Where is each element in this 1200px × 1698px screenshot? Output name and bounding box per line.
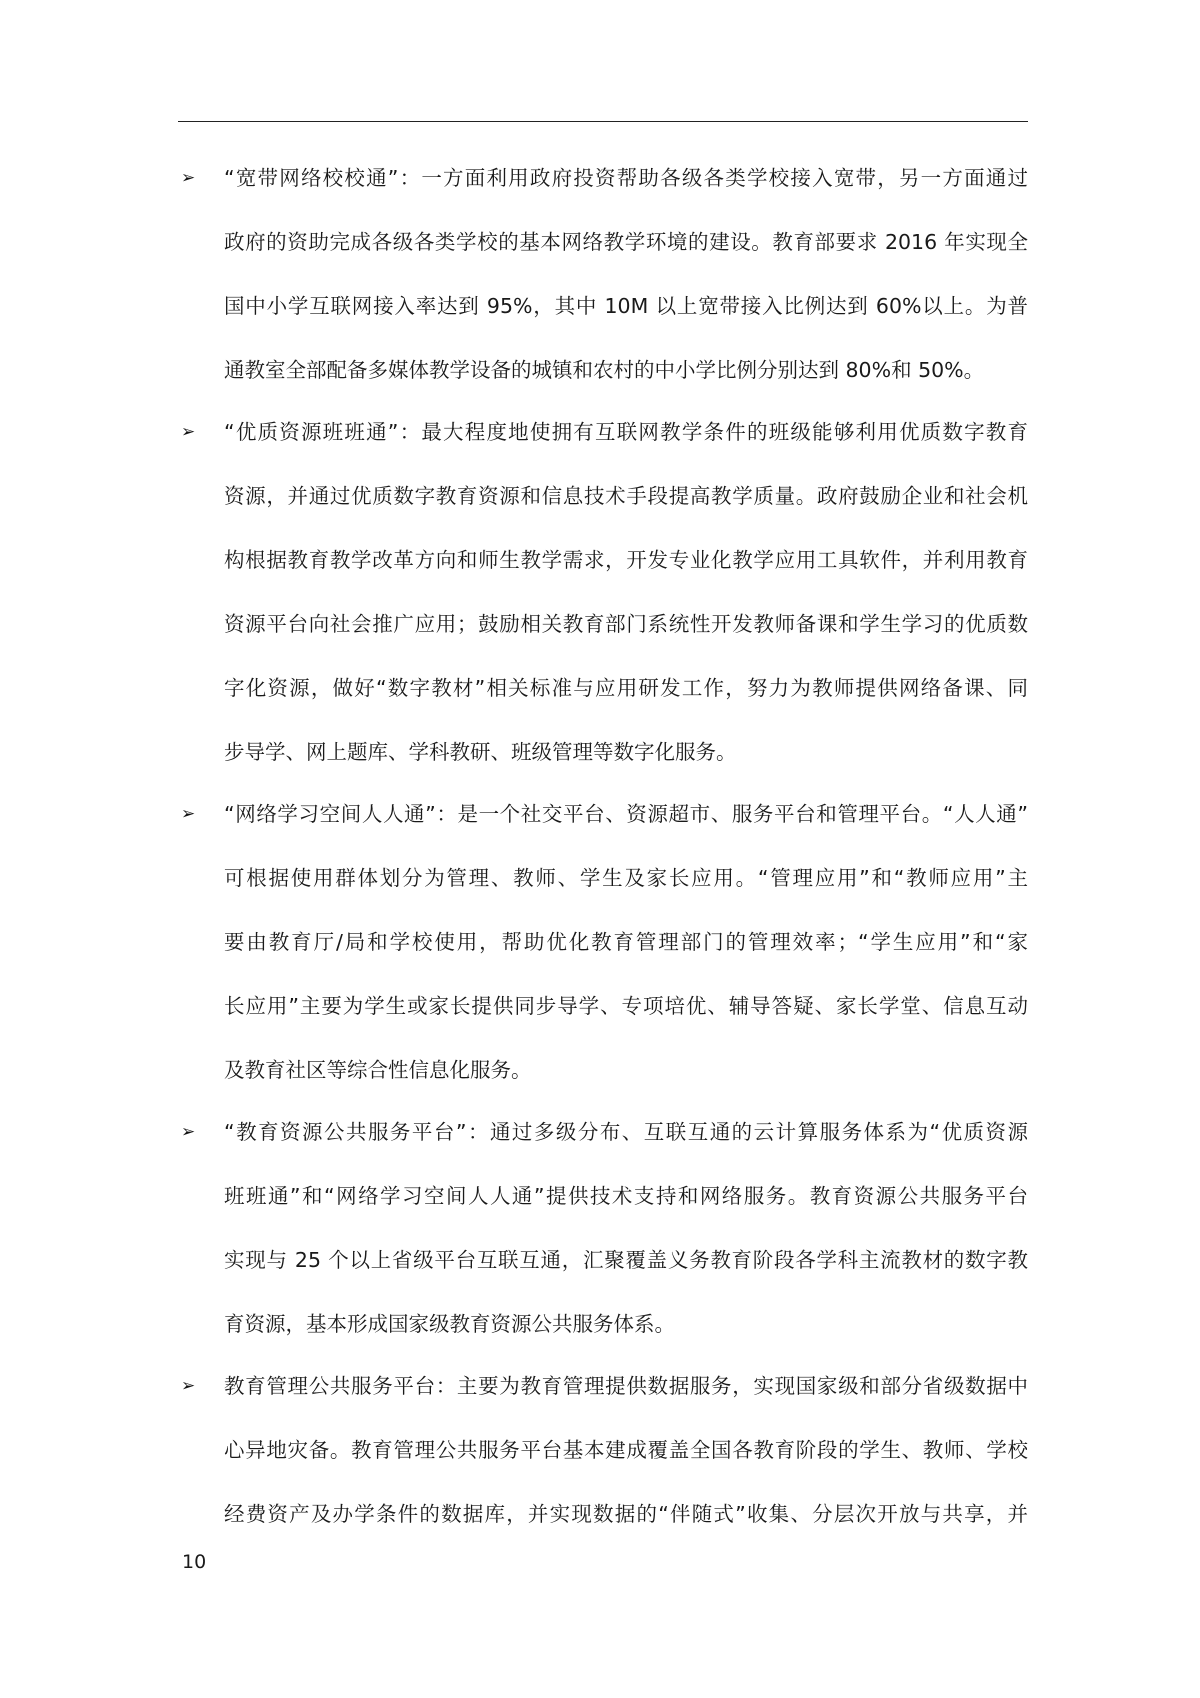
bullet-arrow-icon: ➢ — [181, 168, 196, 188]
paragraph-line: 要由教育厅/局和学校使用，帮助优化教育管理部门的管理效率；“学生应用”和“家 — [224, 930, 1028, 954]
paragraph-line: 长应用”主要为学生或家长提供同步导学、专项培优、辅导答疑、家长学堂、信息互动 — [224, 994, 1028, 1018]
header-rule — [178, 121, 1028, 122]
paragraph-line: 字化资源，做好“数字教材”相关标准与应用研发工作，努力为教师提供网络备课、同 — [224, 676, 1028, 700]
paragraph-line: 心异地灾备。教育管理公共服务平台基本建成覆盖全国各教育阶段的学生、教师、学校 — [224, 1438, 1028, 1462]
bullet-arrow-icon: ➢ — [181, 1376, 196, 1396]
paragraph-line: 育资源，基本形成国家级教育资源公共服务体系。 — [224, 1312, 675, 1336]
paragraph-line: 国中小学互联网接入率达到 95%，其中 10M 以上宽带接入比例达到 60%以上。为普 — [224, 294, 1028, 318]
paragraph-line: 班班通”和“网络学习空间人人通”提供技术支持和网络服务。教育资源公共服务平台 — [224, 1184, 1028, 1208]
bullet-arrow-icon: ➢ — [181, 804, 196, 824]
paragraph-line: “教育资源公共服务平台”：通过多级分布、互联互通的云计算服务体系为“优质资源 — [224, 1120, 1028, 1144]
paragraph-line: 政府的资助完成各级各类学校的基本网络教学环境的建设。教育部要求 2016 年实现全 — [224, 230, 1028, 254]
paragraph-line: 及教育社区等综合性信息化服务。 — [224, 1058, 532, 1082]
paragraph-line: “网络学习空间人人通”：是一个社交平台、资源超市、服务平台和管理平台。“人人通” — [224, 802, 1028, 826]
paragraph-line: “优质资源班班通”：最大程度地使拥有互联网教学条件的班级能够利用优质数字教育 — [224, 420, 1028, 444]
paragraph-line: 通教室全部配备多媒体教学设备的城镇和农村的中小学比例分别达到 80%和 50%。 — [224, 358, 985, 382]
paragraph-line: 资源平台向社会推广应用；鼓励相关教育部门系统性开发教师备课和学生学习的优质数 — [224, 612, 1028, 636]
paragraph-line: 步导学、网上题库、学科教研、班级管理等数字化服务。 — [224, 740, 737, 764]
paragraph-line: 实现与 25 个以上省级平台互联互通，汇聚覆盖义务教育阶段各学科主流教材的数字教 — [224, 1248, 1028, 1272]
paragraph-line: 经费资产及办学条件的数据库，并实现数据的“伴随式”收集、分层次开放与共享，并 — [224, 1502, 1028, 1526]
bullet-arrow-icon: ➢ — [181, 1122, 196, 1142]
paragraph-line: 可根据使用群体划分为管理、教师、学生及家长应用。“管理应用”和“教师应用”主 — [224, 866, 1028, 890]
paragraph-line: 构根据教育教学改革方向和师生教学需求，开发专业化教学应用工具软件，并利用教育 — [224, 548, 1028, 572]
page-number: 10 — [182, 1551, 207, 1573]
bullet-arrow-icon: ➢ — [181, 422, 196, 442]
paragraph-line: “宽带网络校校通”：一方面利用政府投资帮助各级各类学校接入宽带，另一方面通过 — [224, 166, 1028, 190]
paragraph-line: 资源，并通过优质数字教育资源和信息技术手段提高教学质量。政府鼓励企业和社会机 — [224, 484, 1028, 508]
paragraph-line: 教育管理公共服务平台：主要为教育管理提供数据服务，实现国家级和部分省级数据中 — [224, 1374, 1028, 1398]
